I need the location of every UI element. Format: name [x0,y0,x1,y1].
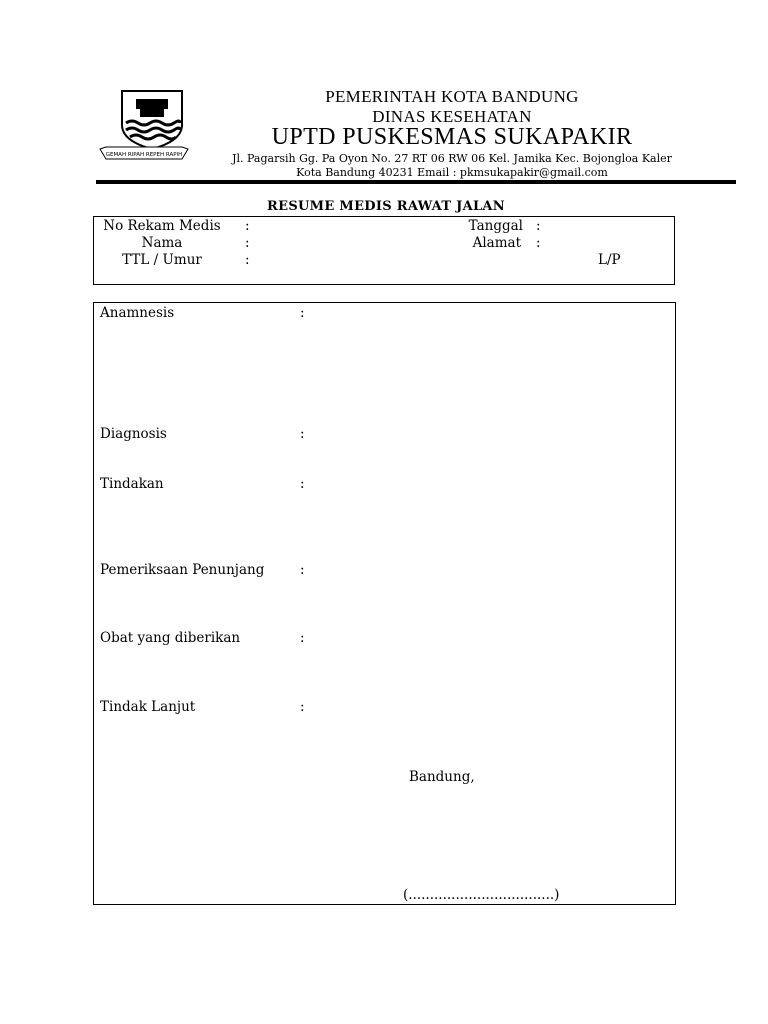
anamnesis-colon: : [300,305,305,321]
tindak-lanjut-label: Tindak Lanjut [100,699,196,715]
svg-text:GEMAH RIPAH REPEH RAPIH: GEMAH RIPAH REPEH RAPIH [105,152,183,158]
letterhead-divider [96,180,736,184]
nama-colon: : [245,235,250,251]
address-line-1: Jl. Pagarsih Gg. Pa Oyon No. 27 RT 06 RW 06 Kel. Jamika Kec. Bojongloa Kaler [232,152,672,165]
diagnosis-colon: : [300,426,305,442]
institution-name: UPTD PUSKESMAS SUKAPAKIR [271,124,633,150]
pemeriksaan-penunjang-colon: : [300,562,305,578]
form-title: RESUME MEDIS RAWAT JALAN [267,199,505,214]
diagnosis-label: Diagnosis [100,426,167,442]
alamat-label: Alamat [472,235,521,251]
tindak-lanjut-colon: : [300,699,305,715]
department-name: DINAS KESEHATAN [372,107,532,126]
tanggal-label: Tanggal [468,218,523,234]
ttl-umur-colon: : [245,252,250,268]
anamnesis-label: Anamnesis [100,305,175,321]
gender-label: L/P [598,252,621,268]
signature-name-line: (..................................) [403,887,560,903]
signature-place: Bandung, [409,769,475,785]
tindakan-label: Tindakan [100,476,164,492]
no-rekam-medis-colon: : [245,218,250,234]
address-line-2: Kota Bandung 40231 Email : pkmsukapakir@gmail.com [296,166,608,179]
obat-label: Obat yang diberikan [100,630,241,646]
ttl-umur-label: TTL / Umur [122,252,202,268]
city-emblem-logo [96,85,192,165]
obat-colon: : [300,630,305,646]
tindakan-colon: : [300,476,305,492]
clinical-resume-box [93,302,676,905]
government-name: PEMERINTAH KOTA BANDUNG [325,87,579,106]
alamat-colon: : [536,235,541,251]
nama-label: Nama [141,235,183,251]
tanggal-colon: : [536,218,541,234]
pemeriksaan-penunjang-label: Pemeriksaan Penunjang [100,562,265,578]
no-rekam-medis-label: No Rekam Medis [103,218,221,234]
